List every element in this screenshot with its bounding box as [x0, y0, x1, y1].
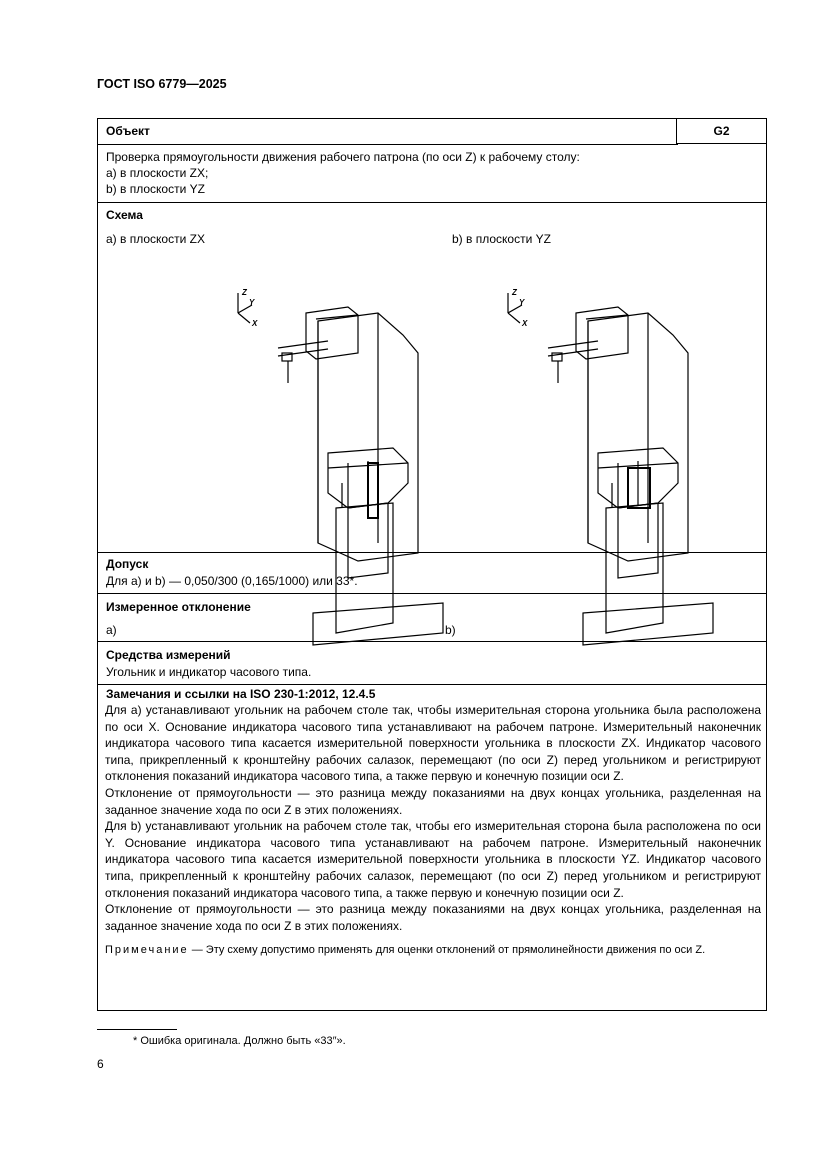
notes-section	[98, 684, 766, 1012]
measured-section	[98, 593, 766, 643]
object-line-3: b) в плоскости YZ	[106, 182, 205, 196]
object-section	[98, 119, 766, 205]
object-line-1: Проверка прямоугольности движения рабочего патрона (по оси Z) к рабочему столу:	[106, 150, 580, 164]
instruments-text: Угольник и индикатор часового типа.	[106, 665, 312, 679]
object-title: Объект	[106, 124, 150, 138]
measured-a: a)	[106, 623, 117, 637]
tolerance-text: Для a) и b) — 0,050/300 (0,165/1000) или 33*.	[106, 574, 358, 588]
fig-b-axis-x: X	[522, 319, 528, 328]
fig-a-axis-z: Z	[242, 288, 247, 297]
note	[105, 942, 761, 958]
scheme-caption-b: b) в плоскости YZ	[452, 232, 551, 246]
check-table	[97, 118, 767, 1011]
measured-b: b)	[445, 623, 456, 637]
notes-paragraph-2: Отклонение от прямоугольности — это разница между показаниями на двух концах угольника, разделенная на заданное значение хода по оси Z в этих положениях.	[105, 785, 761, 817]
notes-paragraph-1: Для a) устанавливают угольник на рабочем столе так, чтобы измерительная сторона угольника была расположена по оси X. Основание индикатора часового типа устанавливают на рабочем патроне. Измерительный наконечник индикатора часового типа касается измерительной поверхности угольника в плоскости ZX. Индикатор часового типа, прикрепленный к кронштейну рабочих салазок, перемещают (по оси Z) перед угольником и регистрируют отклонения показаний индикатора часового типа, а также первую и конечную позиции оси Z.	[105, 703, 761, 784]
tolerance-section	[98, 552, 766, 594]
notes-title: Замечания и ссылки на ISO 230-1:2012, 12.4.5	[106, 687, 376, 701]
instruments-title: Средства измерений	[106, 648, 231, 662]
object-divider	[98, 144, 678, 145]
object-line-2: a) в плоскости ZX;	[106, 166, 209, 180]
tolerance-title: Допуск	[106, 557, 149, 571]
page-number: 6	[97, 1057, 104, 1071]
note-text: — Эту схему допустимо применять для оценки отклонений от прямолинейности движения по оси Z.	[188, 944, 706, 957]
notes-paragraph-3: Для b) устанавливают угольник на рабочем столе так, чтобы его измерительная сторона была расположена по оси Y. Основание индикатора часового типа устанавливают на рабочем патроне. Измерительный наконечник индикатора часового типа касается измерительной поверхности угольника в плоскости YZ. Индикатор часового типа, прикрепленный к кронштейну рабочих салазок, перемещают (по оси Z) перед угольником и регистрируют отклонения показаний индикатора часового типа, а также первую и конечную позиции оси Z.	[105, 819, 761, 900]
fig-a-axis-y: Y	[249, 298, 255, 307]
check-code: G2	[676, 119, 766, 144]
instruments-section	[98, 641, 766, 683]
notes-paragraph-4: Отклонение от прямоугольности — это разница между показаниями на двух концах угольника, разделенная на заданное значение хода по оси Z в этих положениях.	[105, 902, 761, 933]
notes-body	[105, 702, 761, 958]
footnote: * Ошибка оригинала. Должно быть «33″».	[133, 1035, 346, 1047]
footnote-rule	[97, 1029, 177, 1030]
measured-title: Измеренное отклонение	[106, 600, 251, 614]
fig-a-axis-x: X	[252, 319, 258, 328]
fig-b-axis-y: Y	[519, 298, 525, 307]
document-header: ГОСТ ISO 6779—2025	[97, 77, 227, 91]
scheme-title: Схема	[106, 208, 143, 222]
fig-b-axis-z: Z	[512, 288, 517, 297]
scheme-caption-a: a) в плоскости ZX	[106, 232, 205, 246]
note-label: Примечание	[105, 944, 189, 957]
